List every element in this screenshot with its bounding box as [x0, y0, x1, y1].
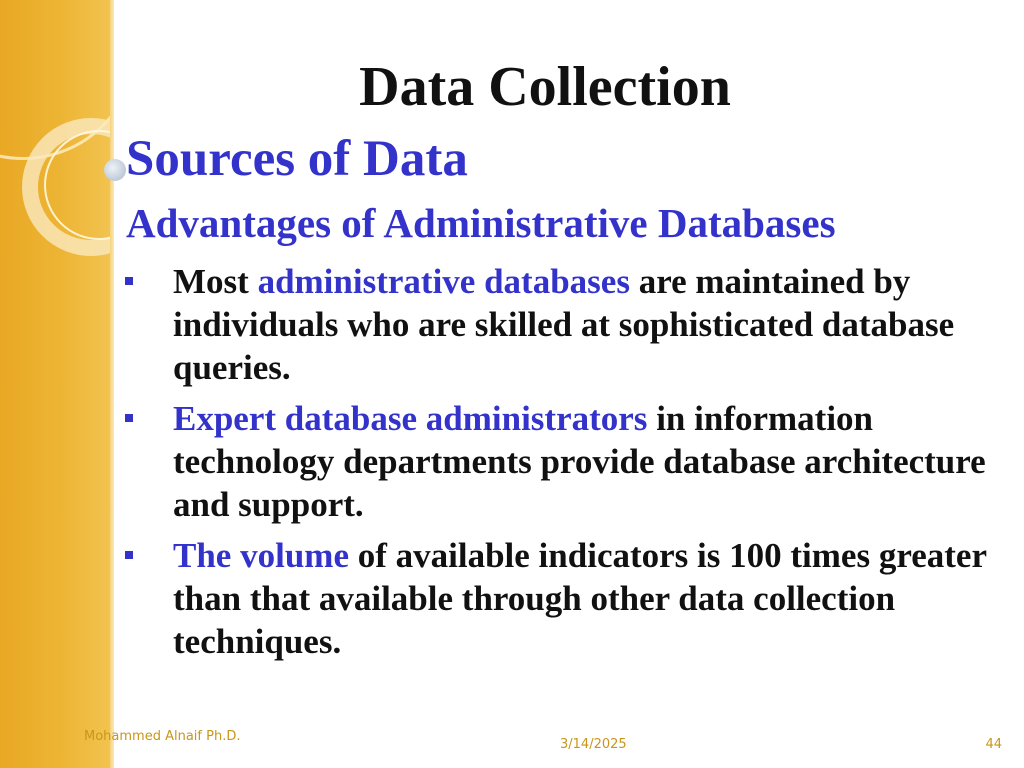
decorative-sidebar: [0, 0, 113, 768]
bullet-text-plain: are maintained by individuals who are skilled at sophisticated database queries.: [173, 262, 955, 387]
section-heading: Advantages of Administrative Databases: [126, 200, 836, 246]
bullet-text-highlight: The volume: [173, 536, 349, 575]
bullet-text-plain: Most: [173, 262, 258, 301]
square-bullet-icon: [125, 551, 133, 559]
bullet-item: [118, 534, 998, 663]
bullet-text-plain: in information technology departments provide database architecture and support.: [173, 399, 986, 524]
sidebar-edge-highlight: [110, 0, 114, 768]
bullet-item: [118, 397, 998, 526]
slide-title: Data Collection: [359, 56, 731, 118]
page-number: 44: [985, 737, 1002, 752]
bullet-list: [118, 260, 998, 671]
decorative-dot: [104, 159, 126, 181]
bullet-text-highlight: administrative databases: [257, 262, 630, 301]
bullet-text-plain: of available indicators is 100 times greater than that available through other data collection techniques.: [173, 536, 987, 661]
bullet-item: [118, 260, 998, 389]
footer-author: Mohammed Alnaif Ph.D.: [84, 729, 241, 744]
footer-date: 3/14/2025: [560, 737, 627, 752]
bullet-text-highlight: Expert database administrators: [173, 399, 648, 438]
square-bullet-icon: [125, 277, 133, 285]
square-bullet-icon: [125, 414, 133, 422]
slide-subtitle: Sources of Data: [126, 131, 468, 187]
